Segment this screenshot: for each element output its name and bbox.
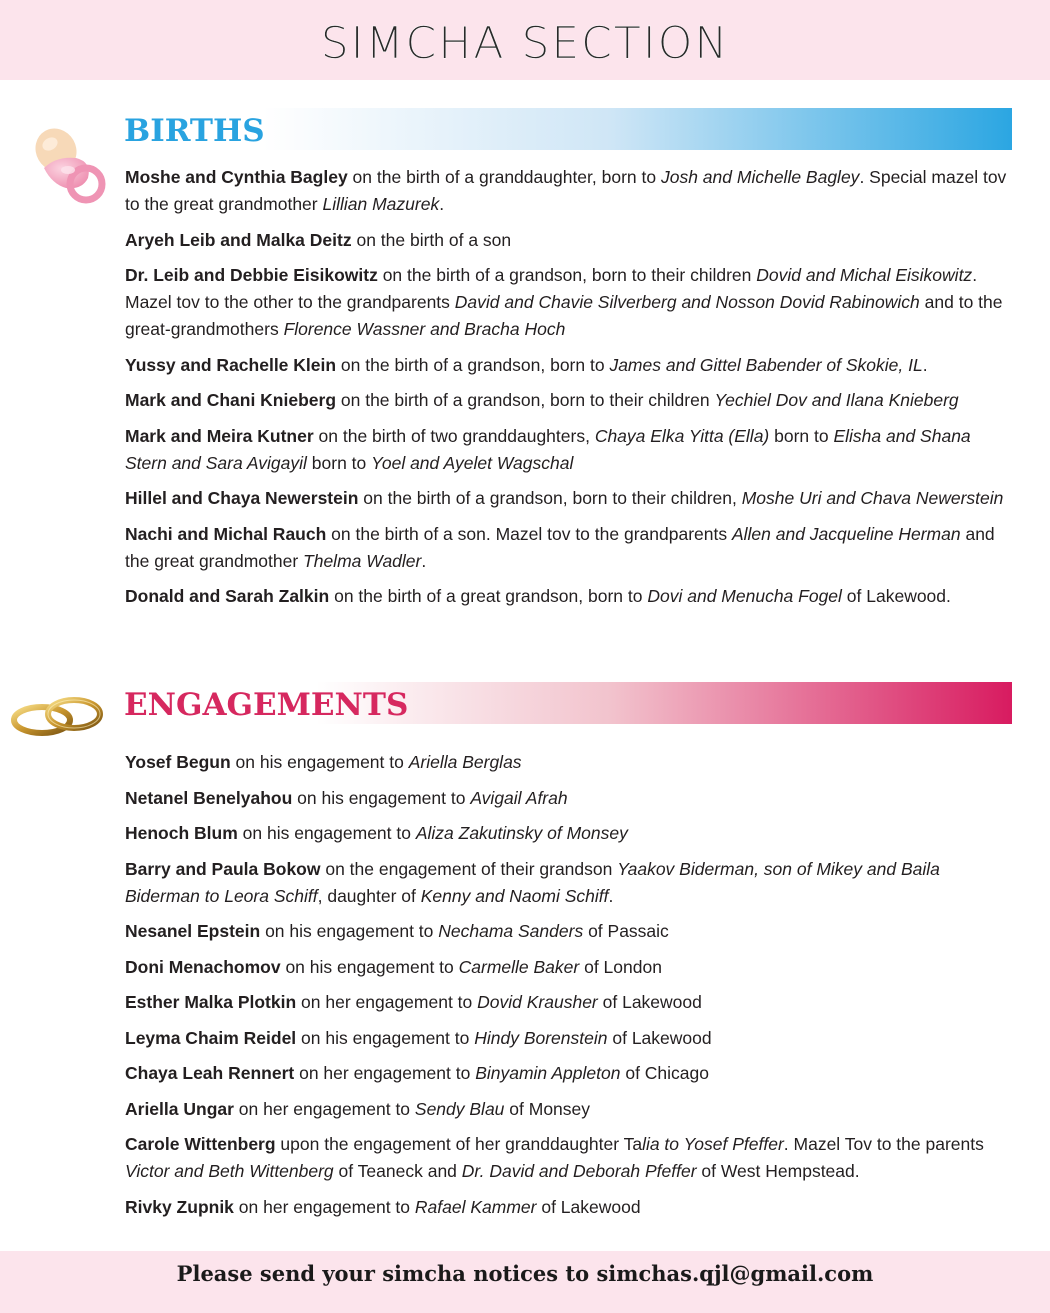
entry-italic-text: Dr. David and Deborah Pfeffer <box>461 1161 697 1181</box>
entry-italic-text: Yoel and Ayelet Wagschal <box>371 452 574 473</box>
entry-text: of Lakewood <box>607 1027 712 1048</box>
list-item <box>125 227 1015 254</box>
entry-text: on his engagement to <box>292 787 471 808</box>
entry-name: Yosef Begun <box>125 752 231 772</box>
entry-name: Hillel and Chaya Newerstein <box>125 488 359 508</box>
footer-notice: Please send your simcha notices to simchas.qjl@gmail.com <box>176 1261 874 1286</box>
engagements-heading: ENGAGEMENTS <box>124 687 409 723</box>
entry-name: Doni Menachomov <box>125 956 281 977</box>
entry-text: of London <box>579 956 662 977</box>
entry-name: Moshe and Cynthia Bagley <box>125 167 348 187</box>
list-item <box>125 485 1015 512</box>
entry-italic-text: Avigail Afrah <box>470 787 568 808</box>
entry-name: Netanel Benelyahou <box>125 787 293 808</box>
entry-italic-text: Binyamin Appleton <box>475 1063 621 1083</box>
entry-text: on the birth of a son. Mazel tov to the grandparents <box>326 523 732 544</box>
list-item <box>125 164 1015 218</box>
entry-italic-text: Lillian Mazurek <box>322 194 440 214</box>
births-heading: BIRTHS <box>124 113 265 149</box>
list-item <box>125 352 1015 379</box>
entry-text: on the birth of a grandson, born to their children <box>377 265 757 285</box>
entry-name: Chaya Leah Rennert <box>125 1063 295 1083</box>
entry-name: Mark and Meira Kutner <box>125 425 314 446</box>
entry-italic-text: Yaakov Biderman, son of Mikey and Baila Biderman to Leora Schiff <box>125 858 940 906</box>
list-item <box>125 1096 1015 1123</box>
engagements-heading-bar <box>120 682 1012 724</box>
entry-text: of Lakewood <box>597 992 702 1012</box>
entry-name: Carole Wittenberg <box>125 1134 276 1154</box>
page-title: SIMCHA SECTION <box>320 18 730 69</box>
births-heading-bar <box>120 108 1012 150</box>
entry-text: on the birth of a great grandson, born to <box>329 586 648 606</box>
entry-italic-text: Yechiel Dov and Ilana Knieberg <box>714 390 959 410</box>
list-item <box>125 387 1015 414</box>
entry-name: Rivky Zupnik <box>125 1196 234 1217</box>
entry-text: on the birth of a grandson, born to their children <box>336 390 715 410</box>
entry-text: . <box>439 194 445 214</box>
entry-italic-text: Aliza Zakutinsky of Monsey <box>415 823 628 843</box>
entry-italic-text: Kenny and Naomi Schiff <box>420 885 609 906</box>
entry-text: on her engagement to <box>233 1196 415 1217</box>
list-item <box>125 423 1015 477</box>
entry-italic-text: Nechama Sanders <box>438 921 584 941</box>
entry-name: Leyma Chaim Reidel <box>125 1027 297 1048</box>
entry-name: Dr. Leib and Debbie Eisikowitz <box>125 265 378 285</box>
list-item <box>125 1131 1015 1185</box>
entry-text: and the great grandmother <box>125 523 995 571</box>
entry-italic-text: Elisha and Shana Stern and Sara Avigayil <box>125 425 971 473</box>
entry-text: on the birth of a grandson, born to <box>336 354 610 375</box>
entry-text: on her engagement to <box>296 992 478 1012</box>
entry-text: on his engagement to <box>230 752 409 772</box>
entry-name: Nesanel Epstein <box>125 921 261 941</box>
entry-italic-text: Dovid and Michal Eisikowitz <box>756 265 973 285</box>
entry-text: of Chicago <box>620 1063 709 1083</box>
entry-text: on the birth of a grandson, born to their children, <box>358 488 742 508</box>
wedding-rings-icon <box>8 688 108 740</box>
entry-italic-text: Rafael Kammer <box>414 1196 537 1217</box>
entry-text: born to <box>306 452 372 473</box>
list-item <box>125 1194 1015 1221</box>
entry-name: Esther Malka Plotkin <box>125 992 297 1012</box>
entry-text: on the birth of two granddaughters, <box>313 425 595 446</box>
entry-italic-text: Dovi and Menucha Fogel <box>647 586 842 606</box>
entry-text: . Mazel tov to the other to the grandparents <box>125 265 978 312</box>
entry-text: . Special mazel tov to the great grandmother <box>125 167 1007 214</box>
entry-italic-text: Thelma Wadler <box>303 550 422 571</box>
entry-italic-text: Hindy Borenstein <box>474 1027 608 1048</box>
entry-italic-text: Victor and Beth Wittenberg <box>125 1161 334 1181</box>
entry-italic-text: David and Chavie Silverberg and Nosson Dovid Rabinowich <box>454 292 920 312</box>
page-footer <box>0 1251 1050 1313</box>
entry-text: on her engagement to <box>294 1063 476 1083</box>
entry-text: on the birth of a granddaughter, born to <box>347 167 661 187</box>
entry-italic-text: Josh and Michelle Bagley <box>660 167 860 187</box>
entry-text: on his engagement to <box>237 823 416 843</box>
list-item <box>125 820 1015 847</box>
entry-text: on his engagement to <box>280 956 459 977</box>
entry-text: on the birth of a son <box>351 229 512 250</box>
list-item <box>125 583 1015 610</box>
entry-italic-text: James and Gittel Babender of Skokie, IL <box>609 354 923 375</box>
entry-name: Henoch Blum <box>125 823 238 843</box>
list-item <box>125 749 1015 776</box>
entry-text: of Teaneck and <box>333 1161 462 1181</box>
entry-text: of Lakewood <box>536 1196 641 1217</box>
entry-text: born to <box>769 425 834 446</box>
entry-name: Nachi and Michal Rauch <box>125 523 327 544</box>
entry-italic-text: Sendy Blau <box>414 1098 505 1119</box>
entry-name: Mark and Chani Knieberg <box>125 390 337 410</box>
entry-text: on the engagement of their grandson <box>320 858 618 879</box>
entry-name: Ariella Ungar <box>125 1098 234 1119</box>
entry-text: on his engagement to <box>296 1027 475 1048</box>
entry-text: on his engagement to <box>260 921 439 941</box>
engagements-list <box>125 749 1015 1229</box>
entry-text: upon the engagement of her granddaughter Ta <box>275 1134 643 1154</box>
entry-text: of Monsey <box>504 1098 591 1119</box>
entry-text: . Mazel Tov to the parents <box>783 1134 984 1154</box>
entry-text: . <box>608 885 614 906</box>
entry-name: Yussy and Rachelle Klein <box>125 354 337 375</box>
entry-italic-text: Ariella Berglas <box>408 752 522 772</box>
entry-text: of West Hempstead. <box>696 1161 860 1181</box>
entry-text: on her engagement to <box>233 1098 415 1119</box>
pacifier-icon <box>26 118 108 208</box>
list-item <box>125 521 1015 575</box>
entry-text: of Passaic <box>583 921 669 941</box>
entry-name: Barry and Paula Bokow <box>125 858 321 879</box>
entry-italic-text: lia to Yosef Pfeffer <box>642 1134 784 1154</box>
entry-italic-text: Chaya Elka Yitta (Ella) <box>594 425 770 446</box>
births-list <box>125 164 1015 619</box>
page-header <box>0 0 1050 80</box>
entry-name: Donald and Sarah Zalkin <box>125 586 330 606</box>
entry-italic-text: Florence Wassner and Bracha Hoch <box>283 319 566 339</box>
list-item <box>125 1060 1015 1087</box>
entry-italic-text: Dovid Krausher <box>477 992 598 1012</box>
list-item <box>125 954 1015 981</box>
list-item <box>125 989 1015 1016</box>
entry-italic-text: Carmelle Baker <box>458 956 580 977</box>
list-item <box>125 918 1015 945</box>
entry-italic-text: Allen and Jacqueline Herman <box>731 523 961 544</box>
list-item <box>125 1025 1015 1052</box>
entry-text: , daughter of <box>317 885 421 906</box>
entry-text: and to the great-grandmothers <box>125 292 1003 339</box>
list-item <box>125 856 1015 910</box>
list-item <box>125 785 1015 812</box>
list-item <box>125 262 1015 343</box>
entry-italic-text: Moshe Uri and Chava Newerstein <box>741 488 1004 508</box>
entry-text: . <box>421 550 427 571</box>
entry-text: of Lakewood. <box>841 586 951 606</box>
entry-name: Aryeh Leib and Malka Deitz <box>125 229 352 250</box>
entry-text: . <box>922 354 928 375</box>
